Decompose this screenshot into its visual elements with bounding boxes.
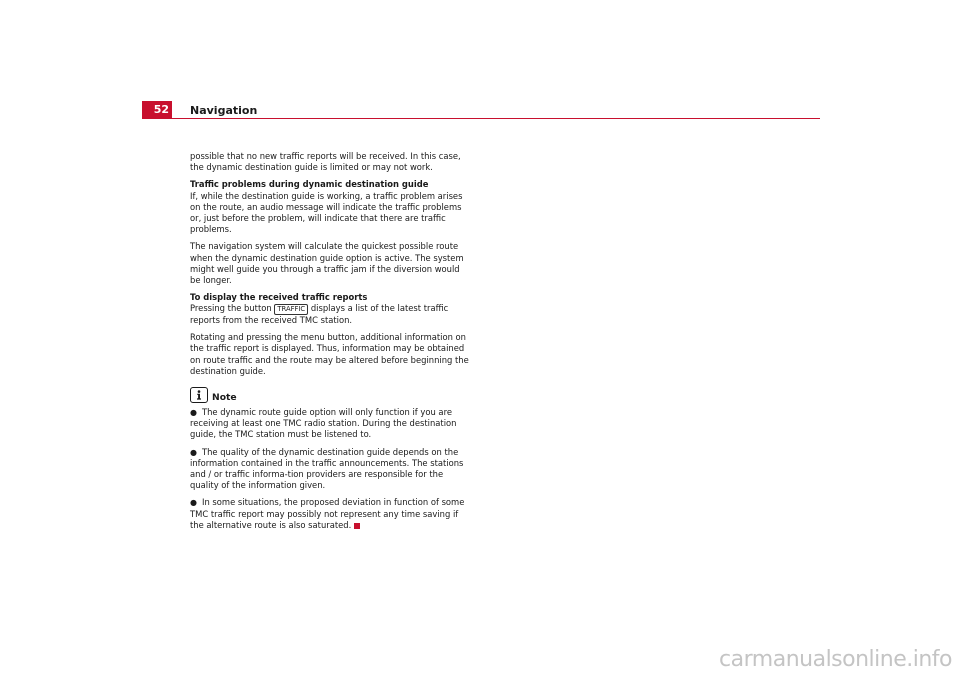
paragraph-traffic-button: [190, 303, 472, 326]
heading-traffic-problems: Traffic problems during dynamic destination guide: [190, 179, 429, 190]
note-info-icon: [190, 387, 208, 403]
paragraph-text-before: Pressing the button: [190, 303, 275, 314]
bullet-dot-icon: ●: [190, 407, 197, 417]
note-bullet: [190, 497, 472, 531]
paragraph-text-after: displays a list of the latest traffic reports from the received TMC station.: [190, 303, 449, 325]
note-bullet: [190, 447, 472, 492]
paragraph-traffic-problem-audio: If, while the destination guide is working, a traffic problem arises on the route, an audio message will indicate the traffic problems or, just before the problem, will indicate that there are traffic problems.: [190, 190, 463, 235]
body-column: [190, 151, 472, 537]
note-bullet-text: The dynamic route guide option will only function if you are receiving at least one TMC radio station. During the destination guide, the TMC station must be listened to.: [190, 406, 457, 440]
note-bullet-text: The quality of the dynamic destination guide depends on the information contained in the traffic announcements. The stations and / or traffic informa-tion providers are responsible for the quality of the information given.: [190, 446, 464, 491]
traffic-button-label: TRAFFIC: [274, 304, 308, 315]
paragraph-quickest-route: The navigation system will calculate the quickest possible route when the dynamic destination guide option is active. The system might well guide you through a traffic jam if the diversion would be longer.: [190, 241, 464, 286]
note-bullet-text: In some situations, the proposed deviation in function of some TMC traffic report may possibly not represent any time saving if the alternative route is also saturated.: [190, 497, 465, 530]
note-bullet: [190, 407, 472, 441]
heading-display-reports: To display the received traffic reports: [190, 292, 368, 303]
paragraph-continuation: possible that no new traffic reports will be received. In this case, the dynamic destination guide is limited or may not work.: [190, 151, 461, 173]
paragraph-menu-button: Rotating and pressing the menu button, additional information on the traffic report is displayed. Thus, information may be obtained on route traffic and the route may be altered before beginning the destination guide.: [190, 332, 469, 376]
note-label: Note: [212, 391, 237, 403]
section-end-icon: [354, 523, 360, 529]
note-heading: [190, 387, 472, 403]
bullet-dot-icon: ●: [190, 447, 197, 457]
page-number: 52: [142, 101, 172, 119]
footer-watermark: carmanualsonline.info: [719, 647, 952, 672]
section-title: Navigation: [190, 104, 258, 117]
bullet-dot-icon: ●: [190, 498, 197, 508]
header-rule: [172, 118, 820, 119]
